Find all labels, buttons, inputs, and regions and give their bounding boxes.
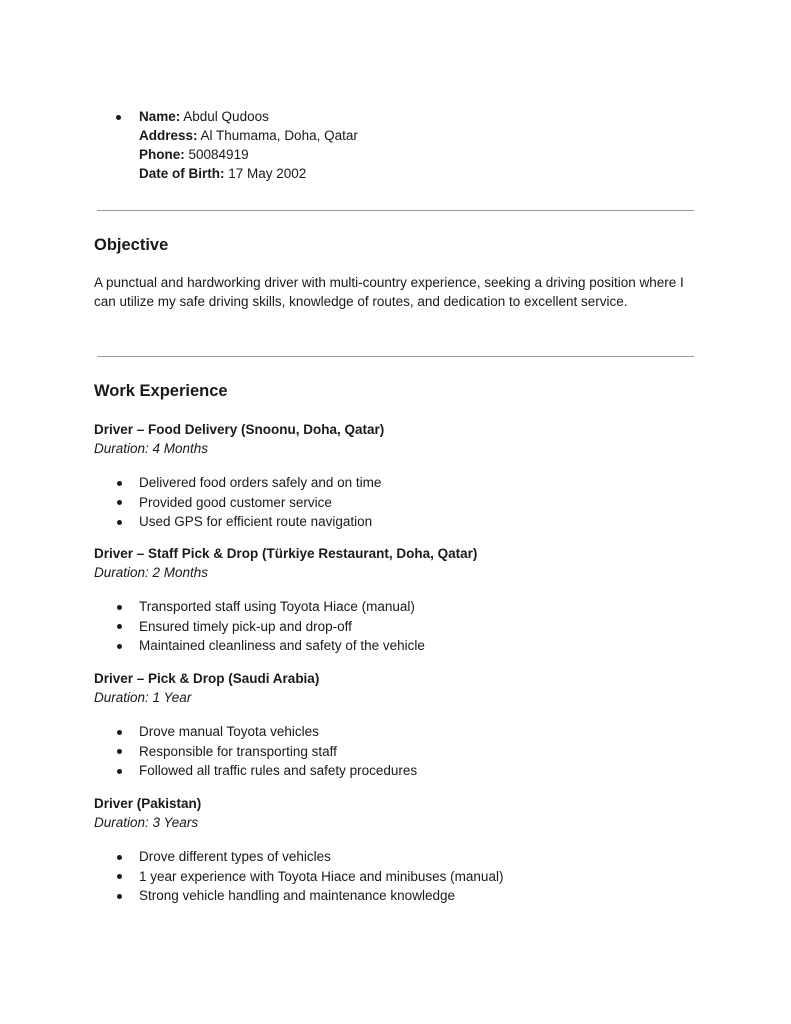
bullet-icon — [117, 749, 122, 754]
job-title: Driver – Staff Pick & Drop (Türkiye Restaurant, Doha, Qatar) — [94, 546, 478, 561]
name-label: Name: — [139, 109, 181, 124]
list-item: 1 year experience with Toyota Hiace and minibuses (manual) — [94, 867, 714, 887]
list-item: Responsible for transporting staff — [94, 742, 714, 762]
list-item: Delivered food orders safely and on time — [94, 473, 714, 493]
address-label: Address: — [139, 128, 198, 143]
job-title: Driver (Pakistan) — [94, 796, 202, 811]
list-item: Provided good customer service — [94, 493, 714, 513]
job-duties — [94, 473, 714, 532]
section-divider — [97, 210, 694, 211]
job-title: Driver – Food Delivery (Snoonu, Doha, Qatar) — [94, 422, 385, 437]
list-item: Strong vehicle handling and maintenance knowledge — [94, 886, 714, 906]
list-item: Used GPS for efficient route navigation — [94, 512, 714, 532]
phone-label: Phone: — [139, 147, 185, 162]
bullet-icon — [117, 769, 122, 774]
contact-phone-line — [139, 145, 358, 164]
job-duties — [94, 597, 714, 656]
job-duties — [94, 847, 714, 906]
job-duration: Duration: 1 Year — [94, 690, 192, 705]
work-experience-heading: Work Experience — [94, 382, 228, 400]
bullet-icon — [117, 644, 122, 649]
job-duration: Duration: 4 Months — [94, 441, 209, 456]
contact-address-line — [139, 126, 358, 145]
list-item: Maintained cleanliness and safety of the vehicle — [94, 636, 714, 656]
bullet-icon — [117, 855, 122, 860]
objective-text: A punctual and hardworking driver with multi-country experience, seeking a driving position where I can utilize my safe driving skills, knowledge of routes, and dedication to excellent service. — [94, 275, 684, 309]
bullet-icon — [117, 894, 122, 899]
bullet-icon — [117, 500, 122, 505]
list-item: Ensured timely pick-up and drop-off — [94, 617, 714, 637]
list-item: Drove different types of vehicles — [94, 847, 714, 867]
section-divider — [97, 356, 694, 357]
job-entry — [94, 544, 714, 656]
bullet-icon — [117, 730, 122, 735]
list-item: Transported staff using Toyota Hiace (manual) — [94, 597, 714, 617]
job-duties — [94, 722, 714, 781]
phone-value: 50084919 — [188, 147, 249, 162]
bullet-icon — [117, 481, 122, 486]
job-duration: Duration: 3 Years — [94, 815, 199, 830]
job-entry — [94, 669, 714, 781]
list-item: Drove manual Toyota vehicles — [94, 722, 714, 742]
dob-value: 17 May 2002 — [228, 166, 307, 181]
address-value: Al Thumama, Doha, Qatar — [200, 128, 358, 143]
job-duration: Duration: 2 Months — [94, 565, 209, 580]
objective-heading: Objective — [94, 236, 169, 254]
dob-label: Date of Birth: — [139, 166, 225, 181]
job-title: Driver – Pick & Drop (Saudi Arabia) — [94, 671, 320, 686]
name-value: Abdul Qudoos — [183, 109, 269, 124]
bullet-icon — [116, 115, 121, 120]
bullet-icon — [117, 874, 122, 879]
bullet-icon — [117, 520, 122, 525]
contact-name-line — [139, 107, 358, 126]
job-entry — [94, 794, 714, 906]
bullet-icon — [117, 624, 122, 629]
list-item: Followed all traffic rules and safety procedures — [94, 761, 714, 781]
job-entry — [94, 420, 714, 532]
bullet-icon — [117, 605, 122, 610]
contact-dob-line — [139, 164, 358, 183]
